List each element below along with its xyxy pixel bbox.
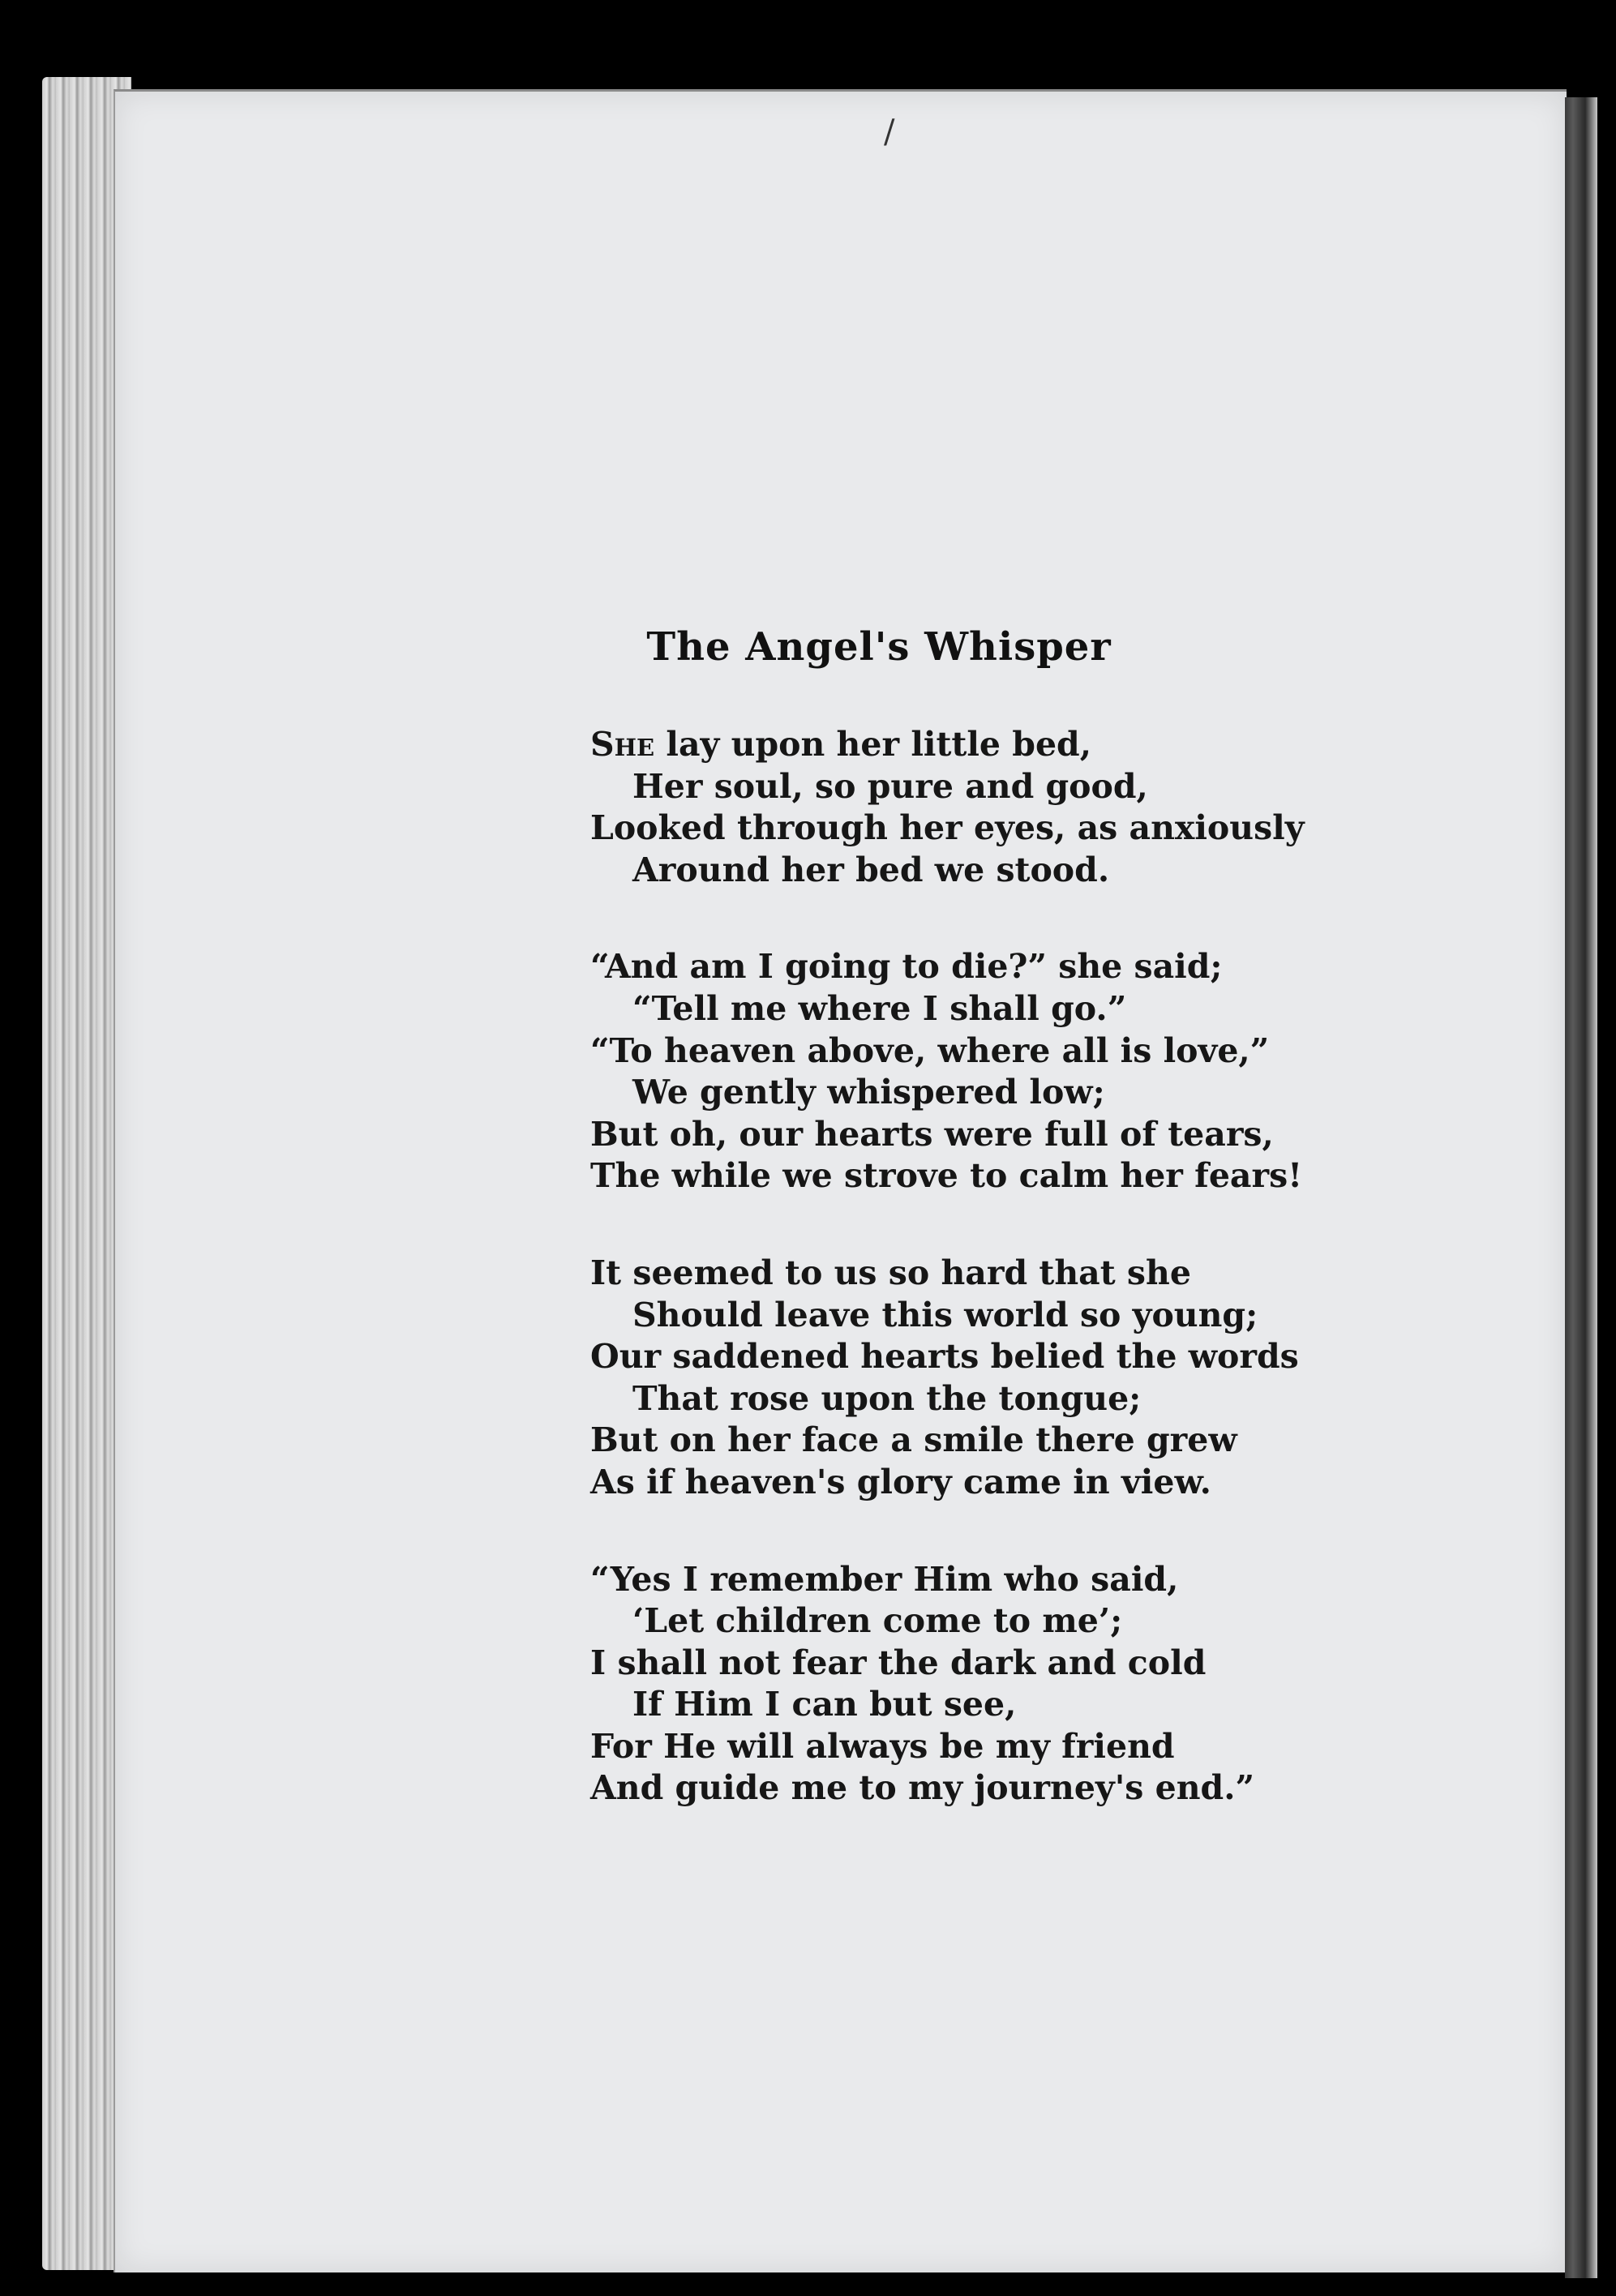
poem-line: That rose upon the tongue; [632,1378,1142,1418]
poem-line: As if heaven's glory came in view. [590,1462,1211,1501]
poem-line: But on her face a smile there grew [590,1420,1237,1460]
poem-line: “Yes I remember Him who said, [590,1559,1179,1599]
poem-line: I shall not fear the dark and cold [590,1643,1207,1682]
stanza [590,1253,1523,1504]
poem-body [590,724,1523,1865]
stanza [590,1559,1523,1810]
poem-line: Her soul, so pure and good, [632,766,1148,806]
stanza [590,724,1523,891]
poem-line: Our saddened hearts belied the words [590,1337,1299,1377]
drop-word: She [590,725,655,764]
poem-title: The Angel's Whisper [646,624,1112,670]
poem-line: Looked through her eyes, as anxiously [590,808,1305,848]
poem-line: We gently whispered low; [632,1073,1105,1112]
stanza [590,946,1523,1197]
poem-line: “Tell me where I shall go.” [632,988,1127,1028]
poem-line: ‘Let children come to me’; [632,1601,1123,1641]
poem-line: And guide me to my journey's end.” [590,1768,1255,1808]
poem-line: Around her bed we stood. [632,850,1110,889]
book-edge-right [1565,97,1597,2278]
stray-pencil-mark: / [884,114,895,151]
poem-line: For He will always be my friend [590,1726,1175,1766]
poem-line: “And am I going to die?” she said; [590,947,1223,987]
poem-line: Should leave this world so young; [632,1295,1258,1334]
poem-line: “To heaven above, where all is love,” [590,1030,1270,1070]
poem-line: It seemed to us so hard that she [590,1253,1191,1292]
poem-line: She lay upon her little bed, [590,725,1091,764]
poem-line: But oh, our hearts were full of tears, [590,1114,1274,1154]
poem-line: The while we strove to calm her fears! [590,1156,1303,1196]
poem-line: If Him I can but see, [632,1685,1017,1724]
